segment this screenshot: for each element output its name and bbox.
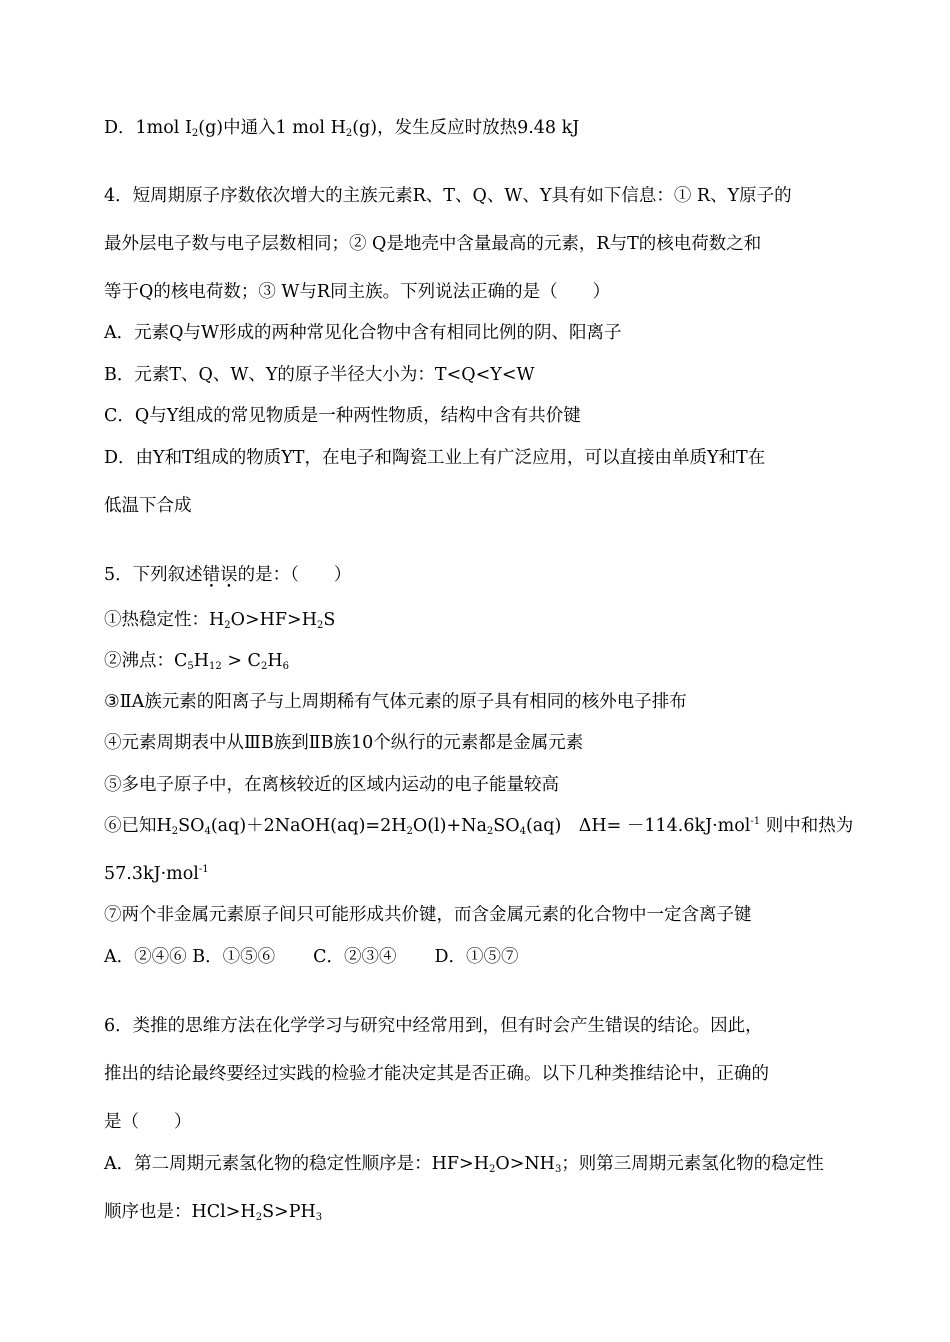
q5-item-7: ⑦两个非金属元素原子间只可能形成共价键，而含金属元素的化合物中一定含离子键 — [104, 905, 752, 925]
q6-option-a-line-1: A．第二周期元素氢化物的稳定性顺序是：$HF>H_2O>NH_3$；则第三周期元素氢化物的稳定性 — [104, 1154, 824, 1175]
q4-stem-line-2: 最外层电子数与电子层数相同；② Q是地壳中含量最高的元素，R与T的核电荷数之和 — [104, 234, 762, 254]
q5-item-1: ①热稳定性：$H_2O>HF>H_2S$ — [104, 610, 336, 631]
q4-option-d-line-2: 低温下合成 — [104, 496, 192, 516]
q4-option-d-line-1: D．由Y和T组成的物质YT，在电子和陶瓷工业上有广泛应用，可以直接由单质Y和T在 — [104, 448, 766, 468]
q4-stem-line-1: 4．短周期原子序数依次增大的主族元素R、T、Q、W、Y具有如下信息：① R、Y原子的 — [104, 186, 792, 206]
q5-item-6-line-2: 57.3kJ·mol$^{-1}$ — [104, 864, 209, 884]
q5-item-5: ⑤多电子原子中，在离核较近的区域内运动的电子能量较高 — [104, 775, 559, 795]
q4-option-c: C．Q与Y组成的常见物质是一种两性物质，结构中含有共价键 — [104, 406, 581, 426]
q6-stem-line-2: 推出的结论最终要经过实践的检验才能决定其是否正确。以下几种类推结论中，正确的 — [104, 1064, 769, 1084]
q6-stem-line-1: 6．类推的思维方法在化学学习与研究中经常用到，但有时会产生错误的结论。因此， — [104, 1016, 763, 1036]
q5-stem: 5．下列叙述错误的是：（ ） — [104, 565, 352, 585]
q5-item-4: ④元素周期表中从ⅢB族到ⅡB族10个纵行的元素都是金属元素 — [104, 733, 584, 753]
q3-option-d: D．1mol $I_2(g)$中通入1 mol $H_2(g)$，发生反应时放热9.48 kJ — [104, 118, 580, 139]
q5-item-3: ③ⅡA族元素的阳离子与上周期稀有气体元素的原子具有相同的核外电子排布 — [104, 692, 687, 712]
q4-option-a: A．元素Q与W形成的两种常见化合物中含有相同比例的阴、阳离子 — [104, 323, 622, 343]
emphasis-char: 错 — [202, 565, 221, 585]
q4-stem-line-3: 等于Q的核电荷数；③ W与R同主族。下列说法正确的是（ ） — [104, 282, 611, 302]
q6-stem-line-3: 是（ ） — [104, 1112, 192, 1132]
q5-options: A．②④⑥ B．①⑤⑥ C．②③④ D．①⑤⑦ — [104, 947, 519, 967]
q4-option-b: B．元素T、Q、W、Y的原子半径大小为：T<Q<Y<W — [104, 365, 535, 385]
q5-item-6-line-1: ⑥已知$H_2SO_4(aq)+2NaOH(aq)=2H_2O(l)+Na_2SO_4(aq)$ ΔH= －114.6kJ·mol$^{-1}$ 则中和热为 — [104, 816, 854, 837]
emphasis-char: 误 — [220, 565, 238, 585]
q6-option-a-line-2: 顺序也是：$HCl>H_2S>PH_3$ — [104, 1202, 323, 1223]
q5-item-2: ②沸点：$C_5H_{12} > C_2H_6$ — [104, 651, 289, 672]
